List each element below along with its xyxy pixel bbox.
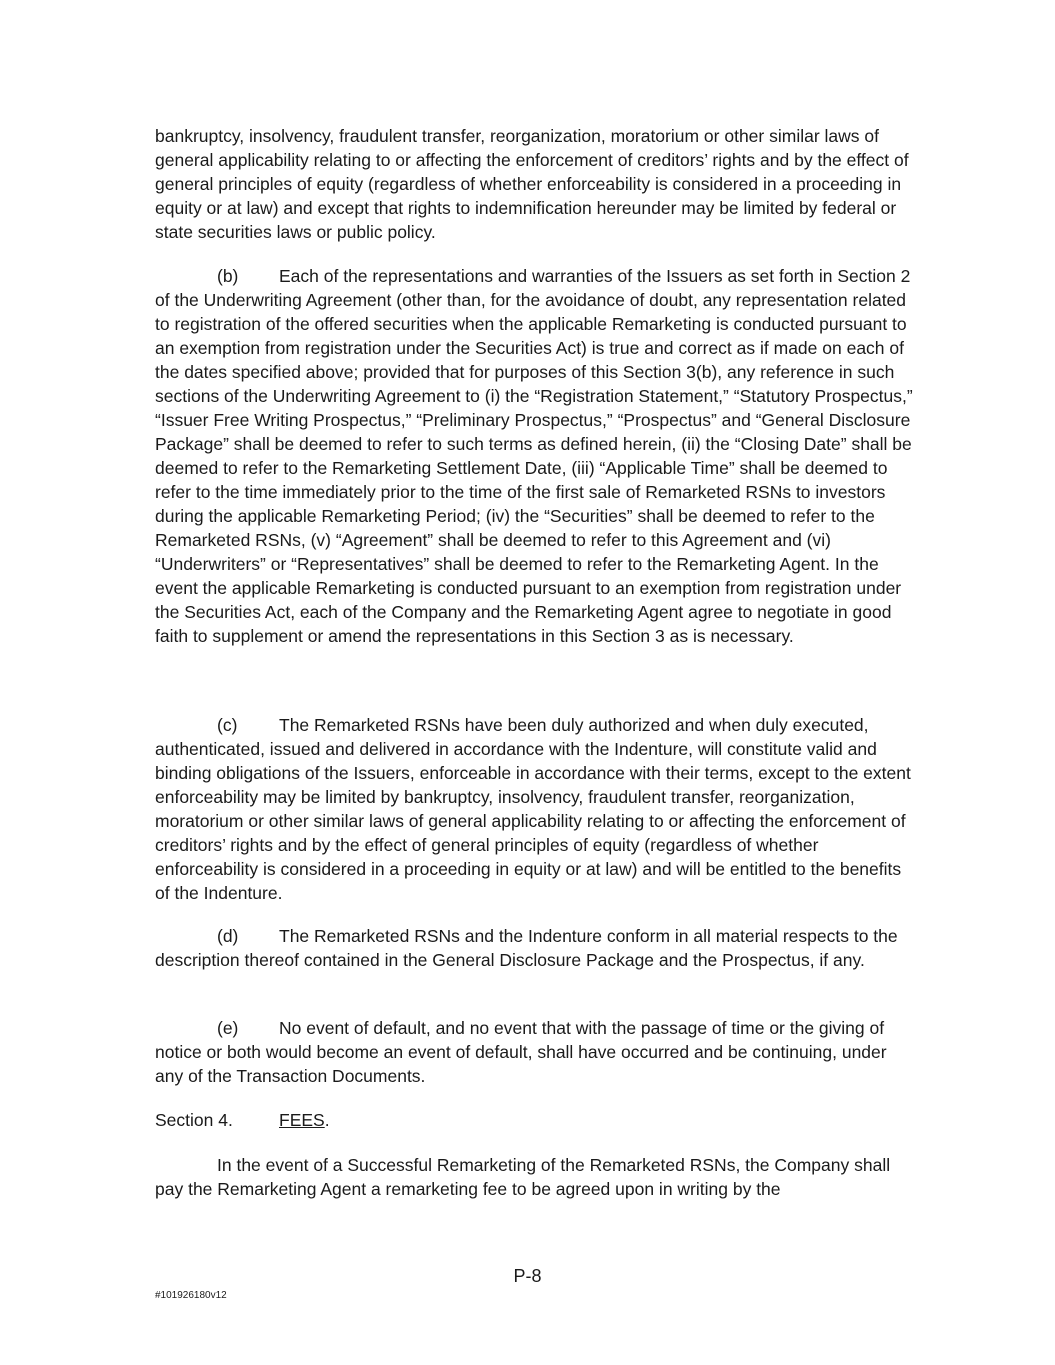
section-4-label: Section 4. xyxy=(155,1110,233,1130)
paragraph-3e xyxy=(155,1016,915,1088)
clause-label-e: (e) xyxy=(217,1018,239,1038)
paragraph-intro: bankruptcy, insolvency, fraudulent transfer, reorganization, moratorium or other similar laws of general applicability relating to or affecting the enforcement of creditors’ rights and by the effect of general principles of equity (regardless of whether enforceability is considered in a proceeding in equity or at law) and except that rights to indemnification hereunder may be limited by federal or state securities laws or public policy. xyxy=(155,126,909,242)
document-id: #101926180v12 xyxy=(155,1290,227,1301)
paragraph-fees: In the event of a Successful Remarketing of the Remarketed RSNs, the Company shall pay the Remarketing Agent a remarketing fee to be agreed upon in writing by the xyxy=(155,1155,891,1199)
clause-text-e: No event of default, and no event that with the passage of time or the giving of notice or both would become an event of default, shall have occurred and be continuing, under any of the Transaction Documents. xyxy=(155,1018,887,1086)
section-4-title: FEES xyxy=(279,1110,325,1130)
clause-text-d: The Remarketed RSNs and the Indenture conform in all material respects to the description thereof contained in the General Disclosure Package and the Prospectus, if any. xyxy=(155,926,898,970)
clause-text-c: The Remarketed RSNs have been duly authorized and when duly executed, authenticated, issued and delivered in accordance with the Indenture, will constitute valid and binding obligations of the Issuers, enforceable in accordance with their terms, except to the extent enforceability may be limited by bankruptcy, insolvency, fraudulent transfer, reorganization, moratorium or other similar laws of general applicability relating to or affecting the enforcement of creditors’ rights and by the effect of general principles of equity (regardless of whether enforceability is considered in a proceeding in equity or at law) and will be entitled to the benefits of the Indenture. xyxy=(155,715,911,903)
section-4-heading xyxy=(155,1108,915,1132)
page-number: P-8 xyxy=(513,1266,542,1286)
paragraph-3c xyxy=(155,713,915,905)
clause-text-b: Each of the representations and warranties of the Issuers as set forth in Section 2 of the Underwriting Agreement (other than, for the avoidance of doubt, any representation related to registration of the offered securities when the applicable Remarketing is conducted pursuant to an exemption from registration under the Securities Act) is true and correct as if made on each of the dates specified above; provided that for purposes of this Section 3(b), any reference in such sections of the Underwriting Agreement to (i) the “Registration Statement,” “Statutory Prospectus,” “Issuer Free Writing Prospectus,” “Preliminary Prospectus,” “Prospectus” and “General Disclosure Package” shall be deemed to refer to such terms as defined herein, (ii) the “Closing Date” shall be deemed to refer to the Remarketing Settlement Date, (iii) “Applicable Time” shall be deemed to refer to the time immediately prior to the time of the first sale of Remarketed RSNs to investors during the applicable Remarketing Period; (iv) the “Securities” shall be deemed to refer to the Remarketed RSNs, (v) “Agreement” shall be deemed to refer to this Agreement and (vi) “Underwriters” or “Representatives” shall be deemed to refer to the Remarketing Agent. In the event the applicable Remarketing is conducted pursuant to an exemption from registration under the Securities Act, each of the Company and the Remarketing Agent agree to negotiate in good faith to supplement or amend the representations in this Section 3 as is necessary. xyxy=(155,266,913,646)
clause-label-c: (c) xyxy=(217,715,238,735)
paragraph-3b xyxy=(155,264,915,648)
clause-label-b: (b) xyxy=(217,266,239,286)
paragraph-3d xyxy=(155,924,915,972)
clause-label-d: (d) xyxy=(217,926,239,946)
section-4-period: . xyxy=(324,1110,330,1130)
